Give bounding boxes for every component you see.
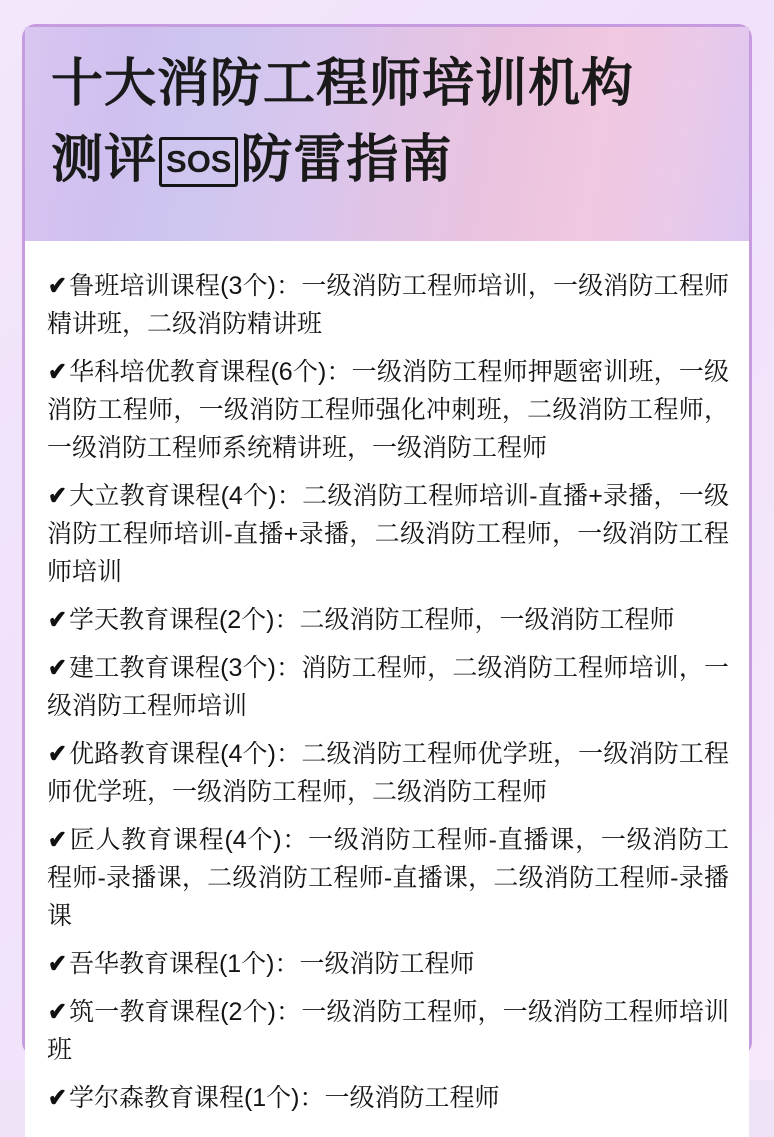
sos-badge: SOS: [159, 137, 238, 187]
list-item: [47, 477, 729, 591]
list-item-text: 匠人教育课程(4个)：一级消防工程师-直播课，一级消防工程师-录播课，二级消防工程师-直播课，二级消防工程师-录播课: [47, 826, 729, 930]
list-item: [47, 821, 729, 935]
check-icon: ✔: [48, 358, 67, 386]
list-item: [47, 735, 729, 811]
check-icon: ✔: [48, 1084, 67, 1112]
list-item: [47, 353, 729, 467]
list-item-text: 学天教育课程(2个)：二级消防工程师，一级消防工程师: [68, 606, 675, 634]
list-item-text: 建工教育课程(3个)：消防工程师，二级消防工程师培训，一级消防工程师培训: [47, 654, 729, 720]
list-item: [47, 993, 729, 1069]
check-icon: ✔: [48, 998, 67, 1026]
title-line-1: [51, 53, 729, 115]
list-body: [25, 241, 749, 1137]
list-item: [47, 945, 729, 983]
list-item-text: 华科培优教育课程(6个)：一级消防工程师押题密训班，一级消防工程师，一级消防工程师强化冲刺班，二级消防工程师，一级消防工程师系统精讲班，一级消防工程师: [47, 358, 729, 462]
title-line-2-suffix: 防雷指南: [240, 131, 453, 189]
list-item-text: 学尔森教育课程(1个)：一级消防工程师: [68, 1084, 500, 1112]
check-icon: ✔: [48, 740, 67, 768]
content-card: [22, 24, 752, 1112]
poster-header: [25, 27, 749, 241]
list-item: [47, 267, 729, 343]
check-icon: ✔: [48, 482, 67, 510]
list-item: [47, 1079, 729, 1117]
list-item-text: 鲁班培训课程(3个)：一级消防工程师培训，一级消防工程师精讲班，二级消防精讲班: [47, 272, 729, 338]
list-item: [47, 601, 729, 639]
check-icon: ✔: [48, 950, 67, 978]
check-icon: ✔: [48, 826, 67, 854]
list-item-text: 吾华教育课程(1个)：一级消防工程师: [68, 950, 475, 978]
check-icon: ✔: [48, 606, 67, 634]
title-line-2-prefix: 测评: [51, 131, 158, 189]
check-icon: ✔: [48, 272, 67, 300]
list-item-text: 筑一教育课程(2个)：一级消防工程师，一级消防工程师培训班: [47, 998, 729, 1064]
title-line-1-text: 十大消防工程师培训机构: [51, 55, 635, 113]
title-line-2: [51, 129, 729, 191]
check-icon: ✔: [48, 654, 67, 682]
list-item-text: 优路教育课程(4个)：二级消防工程师优学班，一级消防工程师优学班，一级消防工程师，二级消防工程师: [47, 740, 729, 806]
list-item: [47, 649, 729, 725]
list-item-text: 大立教育课程(4个)：二级消防工程师培训-直播+录播，一级消防工程师培训-直播+录播，二级消防工程师，一级消防工程师培训: [47, 482, 729, 586]
